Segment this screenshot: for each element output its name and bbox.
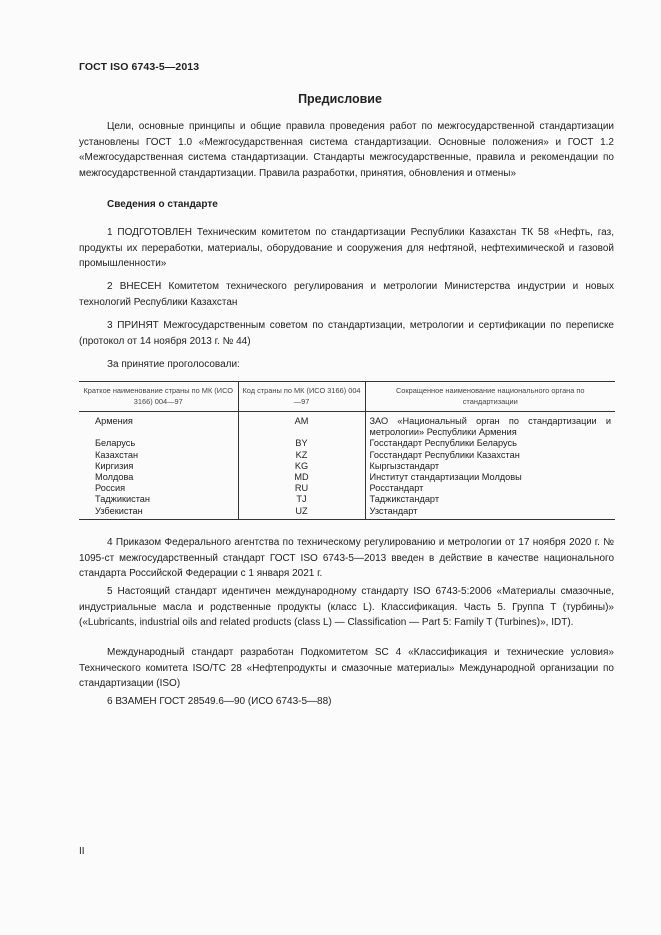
item-3-paragraph: 3 ПРИНЯТ Межгосударственным советом по стандартизации, метрологии и сертификации по переписке (протокол от 14 ноября 2013 г. № 44) [79, 320, 614, 347]
country-code: AM [238, 412, 365, 439]
standards-body: Узстандарт [365, 506, 615, 520]
standards-body: Институт стандартизации Молдовы [365, 472, 615, 483]
country-name: Армения [95, 416, 133, 426]
standards-body: ЗАО «Национальный орган по стандартизации и метрологии» Республики Армения [365, 412, 615, 439]
standards-body: Кыргызстандарт [365, 461, 615, 472]
item-6-paragraph: 6 ВЗАМЕН ГОСТ 28549.6—90 (ИСО 6743-5—88) [107, 696, 332, 707]
section-subheading: Сведения о стандарте [107, 199, 218, 210]
country-code: UZ [238, 506, 365, 520]
country-name: Киргизия [95, 460, 134, 471]
country-name: Молдова [95, 472, 134, 483]
table-row [79, 450, 615, 461]
country-name: Узбекистан [79, 506, 238, 520]
document-header: ГОСТ ISO 6743-5—2013 [79, 61, 200, 73]
column-header-code: Код страны по МК (ИСО 3166) 004—97 [238, 382, 365, 412]
item-5-note-paragraph: Международный стандарт разработан Подкомитетом SC 4 «Классификация и технические условия» Технического комитета ISO/TC 28 «Нефтепродукты и смазочные материалы» Международной организации по стандартизации (ISO) [79, 647, 614, 689]
table-row [79, 438, 615, 449]
intro-paragraph: Цели, основные принципы и общие правила проведения работ по межгосударственной стандартизации установлены ГОСТ 1.0 «Межгосударственная система стандартизации. Основные положения» и ГОСТ 1.2 «Межгосударственная система стандартизации. Стандарты межгосударственные, правила и рекомендации по межгосударственной стандартизации. Правила разработки, принятия, обновления и отмены» [79, 121, 614, 179]
country-code: BY [238, 438, 365, 449]
table-row [79, 412, 615, 439]
table-row [79, 483, 615, 494]
voting-table [79, 381, 615, 520]
item-1-paragraph: 1 ПОДГОТОВЛЕН Техническим комитетом по стандартизации Республики Казахстан ТК 58 «Нефть, газ, продукты их переработки, материалы, оборудование и сооружения для нефтяной, нефтехимической и газовой промышленности» [79, 227, 614, 269]
table-row [79, 461, 615, 472]
standards-body: Росстандарт [365, 483, 615, 494]
country-code: TJ [238, 494, 365, 505]
standards-body: Госстандарт Республики Беларусь [365, 438, 615, 449]
page-title: Предисловие [298, 92, 382, 106]
table-row [79, 472, 615, 483]
item-5-paragraph: 5 Настоящий стандарт идентичен международному стандарту ISO 6743-5:2006 «Материалы смазочные, индустриальные масла и родственные продукты (класс L). Классификация. Часть 5. Группа T (турбины)» («Lubricants, industrial oils and related products (class L) — Classification — Part 5: Family T (Turbines)», IDT). [79, 586, 614, 628]
table-row [79, 494, 615, 505]
country-code: RU [238, 483, 365, 494]
table-header-row [79, 382, 615, 412]
page-number: II [79, 846, 85, 857]
column-header-country: Краткое наименование страны по МК (ИСО 3166) 004—97 [79, 382, 238, 412]
country-name: Россия [95, 483, 126, 494]
country-name: Таджикистан [95, 494, 150, 505]
column-header-body: Сокращенное наименование национального органа по стандартизации [365, 382, 615, 412]
item-4-paragraph: 4 Приказом Федерального агентства по техническому регулированию и метрологии от 17 ноября 2020 г. № 1095-ст межгосударственный стандарт ГОСТ ISO 6743-5—2013 введен в действие в качестве национального стандарта Российской Федерации с 1 января 2021 г. [79, 537, 614, 579]
country-code: MD [238, 472, 365, 483]
item-2-paragraph: 2 ВНЕСЕН Комитетом технического регулирования и метрологии Министерства индустрии и новых технологий Республики Казахстан [79, 281, 614, 308]
country-code: KG [238, 461, 365, 472]
vote-label: За принятие проголосовали: [107, 359, 240, 370]
country-name: Казахстан [95, 449, 139, 460]
standards-body: Таджикстандарт [365, 494, 615, 505]
country-name: Беларусь [95, 438, 136, 449]
country-code: KZ [238, 450, 365, 461]
table-row [79, 506, 615, 520]
standards-body: Госстандарт Республики Казахстан [365, 450, 615, 461]
